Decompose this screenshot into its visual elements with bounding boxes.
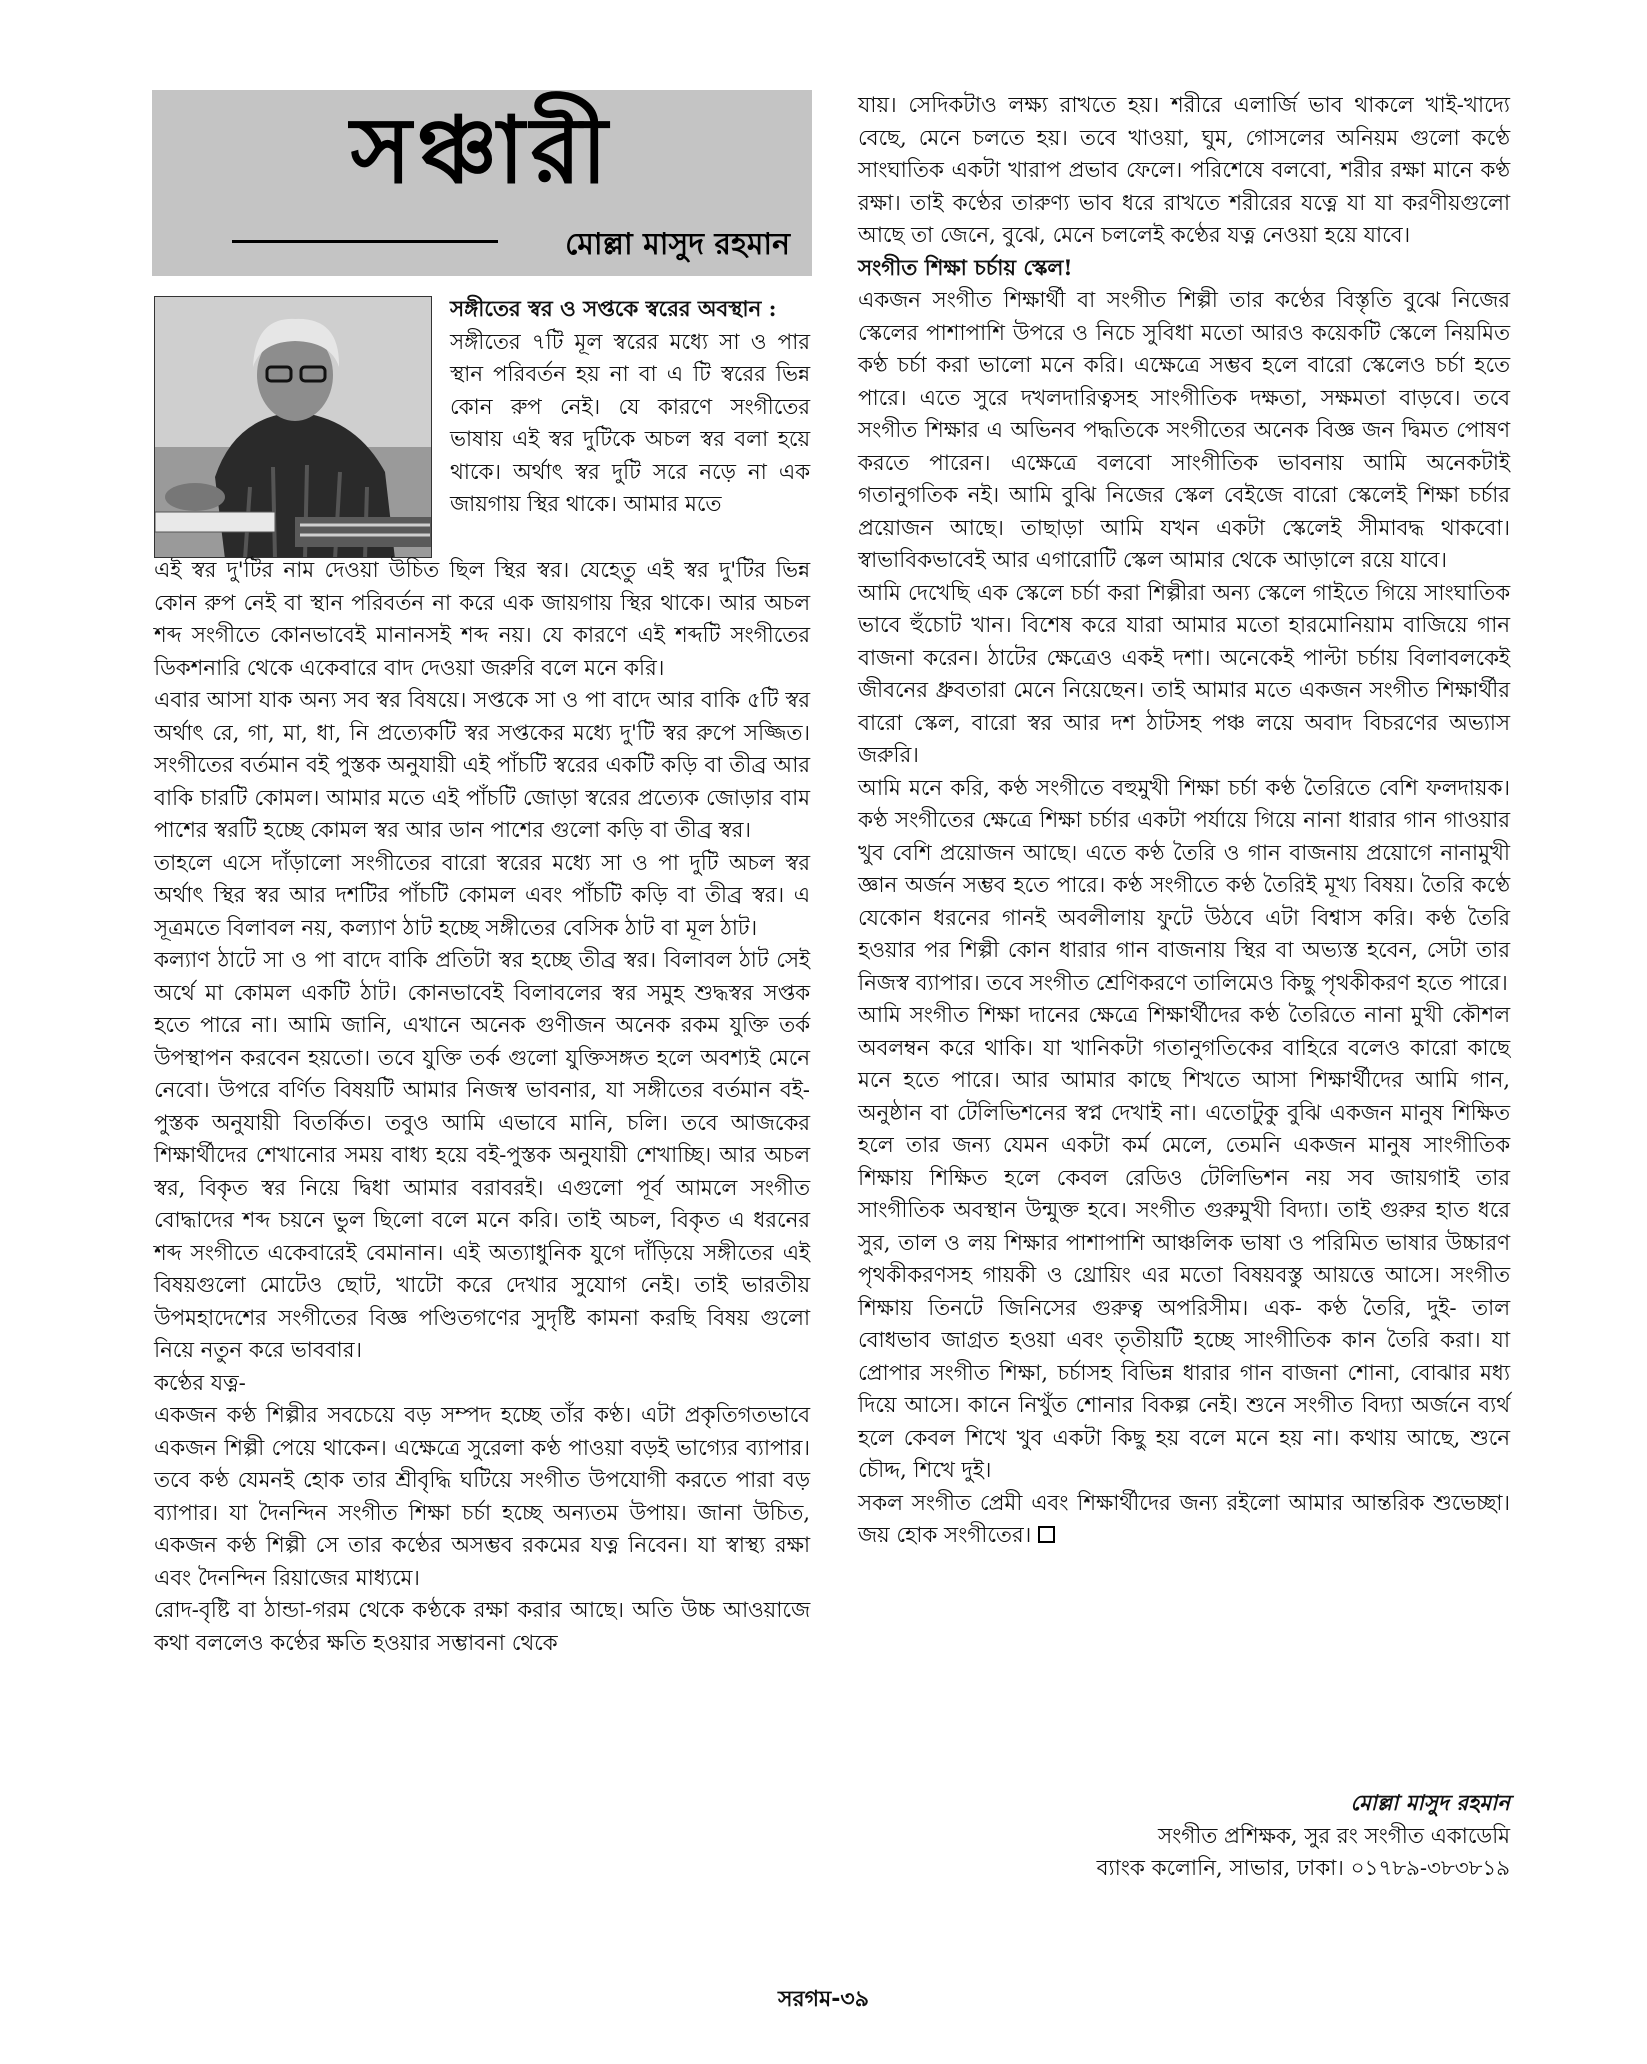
paragraph: কল্যাণ ঠাটে সা ও পা বাদে বাকি প্রতিটা স্বর হচ্ছে তীব্র স্বর। বিলাবল ঠাট সেই অর্থে মা কোমল একটি ঠাট। কোনভাবেই বিলাবলের স্বর সমুহ শুদ্ধস্বর সপ্তক হতে পারে না। আমি জানি, এখানে অনেক গুণীজন অনেক রকম যুক্তি তর্ক উপস্থাপন করবেন হয়তো। তবে যুক্তি তর্ক গুলো যুক্তিসঙ্গত হলে অবশ্যই মেনে নেবো। উপরে বর্ণিত বিষয়টি আমার নিজস্ব ভাবনার, যা সঙ্গীতের বর্তমান বই-পুস্তক অনুযায়ী বিতর্কিত। তবুও আমি এভাবে মানি, চলি। তবে আজকের শিক্ষার্থীদের শেখানোর সময় বাধ্য হয়ে বই-পুস্তক অনুযায়ী শেখাচ্ছি। আর অচল স্বর, বিকৃত স্বর নিয়ে দ্বিধা আমার বরাবরই। এগুলো পূর্ব আমলে সংগীত বোদ্ধাদের শব্দ চয়নে ভুল ছিলো বলে মনে করি। তাই অচল, বিকৃত এ ধরনের শব্দ সংগীতে একেবারেই বেমানান। এই অত্যাধুনিক যুগে দাঁড়িয়ে সঙ্গীতের এই বিষয়গুলো মোটেও ছোট, খাটো করে দেখার সুযোগ নেই। তাই ভারতীয় উপমহাদেশের সংগীতের বিজ্ঞ পণ্ডিতগণের সুদৃষ্টি কামনা করছি বিষয় গুলো নিয়ে নতুন করে ভাববার। — [154, 948, 810, 1363]
closing-paragraph — [858, 1488, 1510, 1553]
author-portrait-icon — [155, 297, 432, 558]
author-photo — [154, 296, 432, 558]
left-column-top — [450, 294, 810, 522]
signature-title: সংগীত প্রশিক্ষক, সুর রং সংগীত একাডেমি — [1158, 1823, 1510, 1849]
paragraph: আমি মনে করি, কণ্ঠ সংগীতে বহুমুখী শিক্ষা চর্চা কণ্ঠ তৈরিতে বেশি ফলদায়ক। কণ্ঠ সংগীতের ক্ষেত্রে শিক্ষা চর্চার একটা পর্যায়ে গিয়ে নানা ধারার গান গাওয়ার খুব বেশি প্রয়োজন আছে। এতে কণ্ঠ তৈরি ও গান বাজনায় প্রয়োগে নানামুখী জ্ঞান অর্জন সম্ভব হতে পারে। কণ্ঠ সংগীতে কণ্ঠ তৈরিই মূখ্য বিষয়। তৈরি কণ্ঠে যেকোন ধরনের গানই অবলীলায় ফুটে উঠবে এটা বিশ্বাস করি। কণ্ঠ তৈরি হওয়ার পর শিল্পী কোন ধারার গান বাজনায় স্থির বা অভ্যস্ত হবেন, সেটা তার নিজস্ব ব্যাপার। তবে সংগীত শ্রেণিকরণে তালিমেও কিছু পৃথকীকরণ হতে পারে। — [858, 775, 1510, 996]
paragraph: আমি সংগীত শিক্ষা দানের ক্ষেত্রে শিক্ষার্থীদের কণ্ঠ তৈরিতে নানা মুখী কৌশল অবলম্বন করে থাকি। যা খানিকটা গতানুগতিকের বাহিরে বলেও কারো কাছে মনে হতে পারে। আর আমার কাছে শিখতে আসা শিক্ষার্থীদের আমি গান, অনুষ্ঠান বা টেলিভিশনের স্বপ্ন দেখাই না। এতোটুকু বুঝি একজন মানুষ শিক্ষিত হলে তার জন্য যেমন একটা কর্ম মেলে, তেমনি একজন মানুষ সাংগীতিক শিক্ষায় শিক্ষিত হলে কেবল রেডিও টেলিভিশন নয় সব জায়গাই তার সাংগীতিক অবস্থান উন্মুক্ত হবে। সংগীত গুরুমুখী বিদ্যা। তাই গুরুর হাত ধরে সুর, তাল ও লয় শিক্ষার পাশাপাশি আঞ্চলিক ভাষা ও পরিমিত ভাষার উচ্চারণ পৃথকীকরণসহ গায়কী ও থ্রোয়িং এর মতো বিষয়বস্তু আয়ত্তে আসে। সংগীত শিক্ষায় তিনটে জিনিসের গুরুত্ব অপরিসীম। এক- কণ্ঠ তৈরি, দুই- তাল বোধভাব জাগ্রত হওয়া এবং তৃতীয়টি হচ্ছে সাংগীতিক কান তৈরি করা। যা প্রোপার সংগীত শিক্ষা, চর্চাসহ বিভিন্ন ধারার গান বাজনা শোনা, বোঝার মধ্য দিয়ে আসে। কানে নিখুঁত শোনার বিকল্প নেই। শুনে সংগীত বিদ্যা অর্জনে ব্যর্থ হলে কেবল শিখে খুব একটা কিছু হয় বলে মনে হয় না। কথায় আছে, শুনে চৌদ্দ, শিখে দুই। — [858, 1003, 1510, 1483]
right-column — [858, 90, 1510, 1553]
paragraph: আমি দেখেছি এক স্কেলে চর্চা করা শিল্পীরা অন্য স্কেলে গাইতে গিয়ে সাংঘাতিক ভাবে হুঁচোট খান। বিশেষ করে যারা আমার মতো হারমোনিয়াম বাজিয়ে গান বাজনা করেন। ঠাটের ক্ষেত্রেও একই দশা। অনেকেই পাল্টা চর্চায় বিলাবলকেই জীবনের ধ্রুবতারা মেনে নিয়েছেন। তাই আমার মতে একজন সংগীত শিক্ষার্থীর বারো স্কেল, বারো স্বর আর দশ ঠাটসহ পঞ্চ লয়ে অবাদ বিচরণের অভ্যাস জরুরি। — [858, 580, 1510, 768]
paragraph: রোদ-বৃষ্টি বা ঠান্ডা-গরম থেকে কণ্ঠকে রক্ষা করার আছে। অতি উচ্চ আওয়াজে কথা বললেও কণ্ঠের ক্ষতি হওয়ার সম্ভাবনা থেকে — [154, 1598, 810, 1656]
paragraph: এই স্বর দু'টির নাম দেওয়া উচিত ছিল স্থির স্বর। যেহেতু এই স্বর দু'টির ভিন্ন কোন রুপ নেই বা স্থান পরিবর্তন না করে এক জায়গায় স্থির থাকে। আর অচল শব্দ সংগীতে কোনভাবেই মানানসই শব্দ নয়। যে কারণে এই শব্দটি সংগীতের ডিকশনারি থেকে একেবারে বাদ দেওয়া জরুরি বলে মনে করি। — [154, 558, 810, 681]
section-heading: সঙ্গীতের স্বর ও সপ্তকে স্বরের অবস্থান : — [450, 297, 777, 322]
author-signature — [1097, 1788, 1510, 1886]
title-divider — [232, 240, 498, 243]
paragraph: সঙ্গীতের ৭টি মূল স্বরের মধ্যে সা ও পার স্থান পরিবর্তন হয় না বা এ টি স্বরের ভিন্ন কোন রুপ নেই। যে কারণে সংগীতের ভাষায় এই স্বর দুটিকে অচল স্বর বলা হয়ে থাকে। অর্থাৎ স্বর দুটি সরে নড়ে না এক জায়গায় স্থির থাকে। আমার মতে — [450, 329, 810, 517]
left-column — [154, 555, 810, 1660]
section-heading: কণ্ঠের যত্ন- — [154, 1370, 246, 1396]
end-mark-icon — [1038, 1526, 1055, 1543]
paragraph: তাহলে এসে দাঁড়ালো সংগীতের বারো স্বরের মধ্যে সা ও পা দুটি অচল স্বর অর্থাৎ স্থির স্বর আর দশটির পাঁচটি কোমল এবং পাঁচটি কড়ি বা তীব্র স্বর। এ সূত্রমতে বিলাবল নয়, কল্যাণ ঠাট হচ্ছে সঙ্গীতের বেসিক ঠাট বা মূল ঠাট। — [154, 850, 810, 941]
paragraph: এবার আসা যাক অন্য সব স্বর বিষয়ে। সপ্তকে সা ও পা বাদে আর বাকি ৫টি স্বর অর্থাৎ রে, গা, মা, ধা, নি প্রত্যেকটি স্বর সপ্তকের মধ্যে দু'টি স্বর রুপে সজ্জিত। সংগীতের বর্তমান বই পুস্তক অনুযায়ী এই পাঁচটি স্বরের একটি কড়ি বা তীব্র আর বাকি চারটি কোমল। আমার মতে এই পাঁচটি জোড়া স্বরের প্রত্যেক জোড়ার বাম পাশের স্বরটি হচ্ছে কোমল স্বর আর ডান পাশের গুলো কড়ি বা তীব্র স্বর। — [154, 688, 810, 843]
title-banner — [152, 90, 812, 276]
signature-address: ব্যাংক কলোনি, সাভার, ঢাকা। ০১৭৮৯-৩৮৩৮১৯ — [1096, 1856, 1510, 1881]
signature-name: মোল্লা মাসুদ রহমান — [1350, 1791, 1510, 1816]
article-title: সঞ্চারী — [350, 97, 614, 204]
page-number: সরগম-৩৯ — [778, 1987, 869, 2012]
closing-text: সকল সংগীত প্রেমী এবং শিক্ষার্থীদের জন্য রইলো আমার আন্তরিক শুভেচ্ছা। জয় হোক সংগীতের। — [858, 1490, 1510, 1548]
title-author: মোল্লা মাসুদ রহমান — [565, 227, 790, 262]
paragraph: একজন সংগীত শিক্ষার্থী বা সংগীত শিল্পী তার কণ্ঠের বিস্তৃতি বুঝে নিজের স্কেলের পাশাপাশি উপরে ও নিচে সুবিধা মতো আরও কয়েকটি স্কেলে নিয়মিত কণ্ঠ চর্চা করা ভালো মনে করি। এক্ষেত্রে সম্ভব হলে বারো স্কেলেও চর্চা হতে পারে। এতে সুরে দখলদারিত্বসহ সাংগীতিক দক্ষতা, সক্ষমতা বাড়বে। তবে সংগীত শিক্ষার এ অভিনব পদ্ধতিকে সংগীতের অনেক বিজ্ঞ জন দ্বিমত পোষণ করতে পারেন। এক্ষেত্রে বলবো সাংগীতিক ভাবনায় আমি অনেকটাই গতানুগতিক নই। আমি বুঝি নিজের স্কেল বেইজে বারো স্কেলেই শিক্ষা চর্চার প্রয়োজন আছে। তাছাড়া আমি যখন একটা স্কেলেই সীমাবদ্ধ থাকবো। স্বাভাবিকভাবেই আর এগারোটি স্কেল আমার থেকে আড়ালে রয়ে যাবে। — [858, 288, 1510, 573]
paragraph: যায়। সেদিকটাও লক্ষ্য রাখতে হয়। শরীরে এলার্জি ভাব থাকলে খাই-খাদ্যে বেছে, মেনে চলতে হয়। তবে খাওয়া, ঘুম, গোসলের অনিয়ম গুলো কণ্ঠে সাংঘাতিক একটা খারাপ প্রভাব ফেলে। পরিশেষে বলবো, শরীর রক্ষা মানে কণ্ঠ রক্ষা। তাই কণ্ঠের তারুণ্য ভাব ধরে রাখতে শরীরের যত্নে যা যা করণীয়গুলো আছে তা জেনে, বুঝে, মেনে চললেই কণ্ঠের যত্ন নেওয়া হয়ে যাবে। — [858, 93, 1510, 248]
paragraph: একজন কণ্ঠ শিল্পীর সবচেয়ে বড় সম্পদ হচ্ছে তাঁর কণ্ঠ। এটা প্রকৃতিগতভাবে একজন শিল্পী পেয়ে থাকেন। এক্ষেত্রে সুরেলা কণ্ঠ পাওয়া বড়ই ভাগ্যের ব্যাপার। তবে কণ্ঠ যেমনই হোক তার শ্রীবৃদ্ধি ঘটিয়ে সংগীত উপযোগী করতে পারা বড় ব্যাপার। যা দৈনন্দিন সংগীত শিক্ষা চর্চা হচ্ছে অন্যতম উপায়। জানা উচিত, একজন কণ্ঠ শিল্পী সে তার কণ্ঠের অসম্ভব রকমের যত্ন নিবেন। যা স্বাস্থ্য রক্ষা এবং দৈনন্দিন রিয়াজের মাধ্যমে। — [154, 1403, 810, 1591]
section-heading: সংগীত শিক্ষা চর্চায় স্কেল! — [858, 255, 1073, 281]
